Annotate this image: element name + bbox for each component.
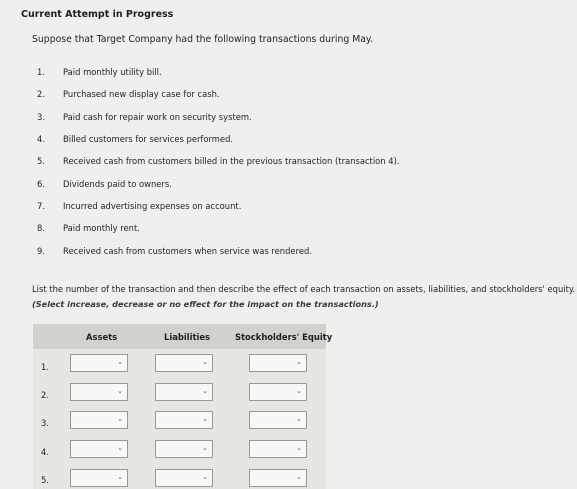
equity-select[interactable]	[249, 411, 307, 429]
list-item-text: Incurred advertising expenses on account.	[63, 201, 242, 211]
equity-select[interactable]	[249, 440, 307, 458]
list-item-number: 9.	[37, 246, 45, 256]
liabilities-select[interactable]	[155, 411, 213, 429]
row-label: 4.	[41, 447, 49, 457]
answer-table-header	[33, 324, 333, 349]
column-header-stockholders-equity: Stockholders' Equity	[235, 332, 333, 342]
list-item-number: 8.	[37, 223, 45, 233]
row-label: 3.	[41, 418, 49, 428]
list-item-number: 6.	[37, 179, 45, 189]
chevron-down-icon: ⌄	[117, 358, 123, 366]
chevron-down-icon: ⌄	[202, 415, 208, 423]
chevron-down-icon: ⌄	[117, 387, 123, 395]
equity-select[interactable]	[249, 354, 307, 372]
chevron-down-icon: ⌄	[202, 444, 208, 452]
list-item	[37, 134, 233, 144]
list-item	[37, 112, 252, 122]
list-item	[37, 201, 241, 211]
list-item-number: 3.	[37, 112, 45, 122]
list-item	[37, 156, 400, 166]
assets-select[interactable]	[70, 411, 128, 429]
list-item-number: 5.	[37, 156, 45, 166]
list-item-number: 4.	[37, 134, 45, 144]
list-item-text: Received cash from customers billed in the previous transaction (transaction 4).	[63, 156, 400, 166]
liabilities-select[interactable]	[155, 383, 213, 401]
list-item-number: 2.	[37, 89, 45, 99]
list-item-number: 7.	[37, 201, 45, 211]
list-item	[37, 179, 172, 189]
list-item-text: Billed customers for services performed.	[63, 134, 234, 144]
row-label: 1.	[41, 362, 49, 372]
chevron-down-icon: ⌄	[202, 473, 208, 481]
column-header-assets: Assets	[86, 332, 118, 342]
chevron-down-icon: ⌄	[117, 415, 123, 423]
assets-select[interactable]	[70, 469, 128, 487]
chevron-down-icon: ⌄	[296, 415, 302, 423]
row-label: 2.	[41, 390, 49, 400]
list-item	[37, 67, 162, 77]
row-label: 5.	[41, 475, 49, 485]
chevron-down-icon: ⌄	[296, 358, 302, 366]
list-item	[37, 89, 220, 99]
chevron-down-icon: ⌄	[117, 473, 123, 481]
list-item-text: Paid cash for repair work on security system.	[63, 112, 252, 122]
chevron-down-icon: ⌄	[117, 444, 123, 452]
instructions-hint: (Select increase, decrease or no effect for the impact on the transactions.)	[32, 299, 379, 309]
chevron-down-icon: ⌄	[202, 387, 208, 395]
column-header-liabilities: Liabilities	[164, 332, 211, 342]
list-item-text: Dividends paid to owners.	[63, 179, 172, 189]
list-item-number: 1.	[37, 67, 45, 77]
chevron-down-icon: ⌄	[202, 358, 208, 366]
list-item	[37, 246, 312, 256]
list-item-text: Paid monthly rent.	[63, 223, 140, 233]
answer-table-body	[33, 349, 326, 489]
list-item-text: Received cash from customers when service was rendered.	[63, 246, 312, 256]
list-item-text: Paid monthly utility bill.	[63, 67, 162, 77]
assets-select[interactable]	[70, 383, 128, 401]
assets-select[interactable]	[70, 354, 128, 372]
list-item	[37, 223, 140, 233]
page-title: Current Attempt in Progress	[21, 9, 174, 20]
equity-select[interactable]	[249, 469, 307, 487]
chevron-down-icon: ⌄	[296, 473, 302, 481]
chevron-down-icon: ⌄	[296, 387, 302, 395]
chevron-down-icon: ⌄	[296, 444, 302, 452]
liabilities-select[interactable]	[155, 469, 213, 487]
liabilities-select[interactable]	[155, 354, 213, 372]
question-prompt: Suppose that Target Company had the following transactions during May.	[32, 34, 374, 45]
list-item-text: Purchased new display case for cash.	[63, 89, 220, 99]
instructions-text: List the number of the transaction and then describe the effect of each transaction on assets, liabilities, and stockholders' equity.	[32, 284, 576, 294]
equity-select[interactable]	[249, 383, 307, 401]
liabilities-select[interactable]	[155, 440, 213, 458]
assets-select[interactable]	[70, 440, 128, 458]
